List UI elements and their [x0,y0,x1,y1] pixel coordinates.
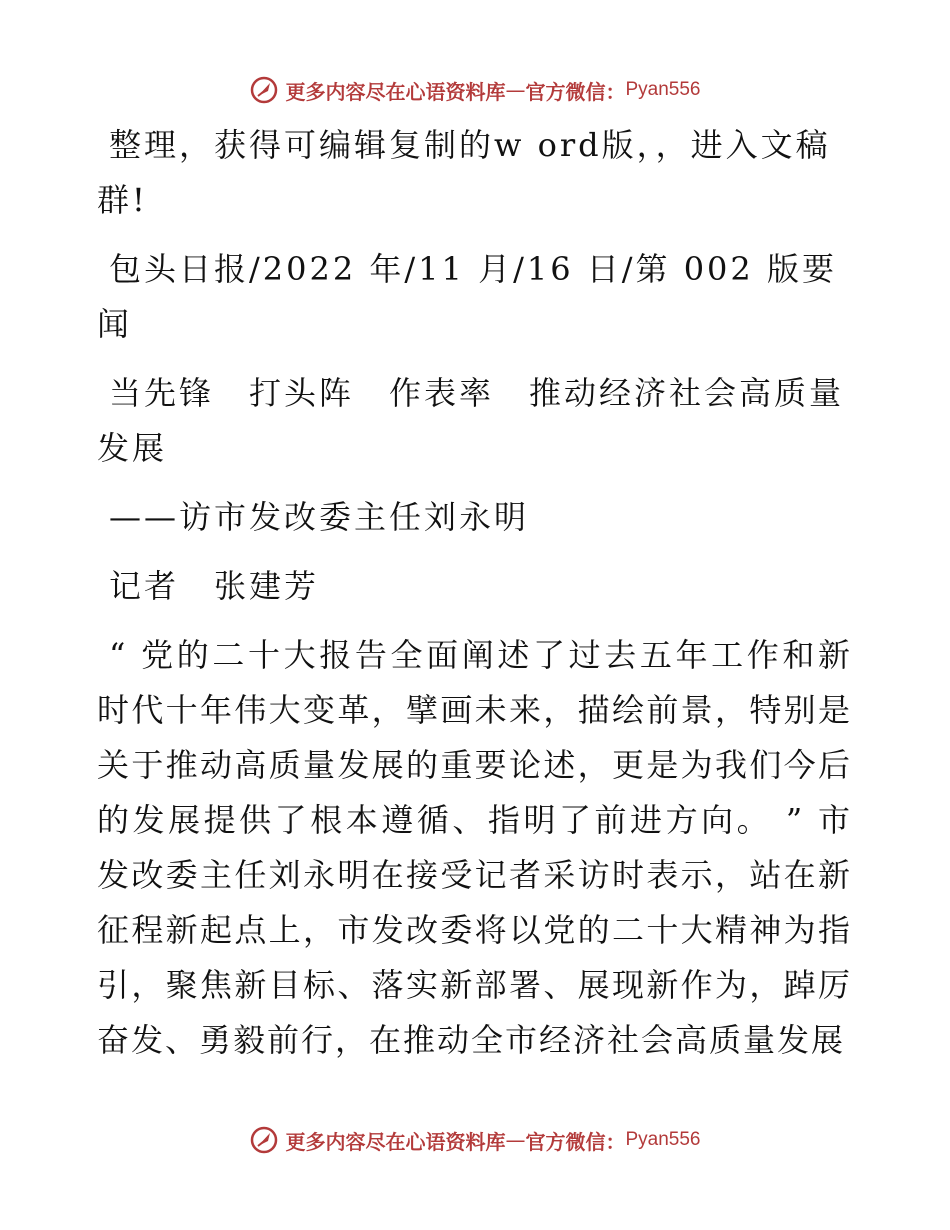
quill-logo-icon [249,75,279,105]
byline: 记者 张建芳 [109,567,320,605]
footer-watermark [0,1120,950,1160]
watermark-separator: — [505,78,526,102]
watermark-separator: — [505,1128,526,1152]
watermark-account: Pyan556 [625,1129,701,1150]
watermark-label: 官方微信： [525,1129,626,1154]
quill-logo-icon [249,1125,279,1155]
document-body [97,118,852,1082]
article-title: 当先锋 打头阵 作表率 推动经济社会高质量发展 [97,374,845,467]
watermark-label: 官方微信： [525,79,626,104]
watermark-text: 更多内容尽在心语资料库 [285,1129,506,1154]
watermark-account: Pyan556 [625,79,701,100]
header-watermark [0,70,950,110]
watermark-text: 更多内容尽在心语资料库 [285,79,506,104]
intro-line: 整理，获得可编辑复制的w ord版，，进入文稿群! [97,126,831,219]
body-paragraph: “ 党的二十大报告全面阐述了过去五年工作和新时代十年伟大变革，擘画未来，描绘前景，特别是关于推动高质量发展的重要论述，更是为我们今后的发展提供了根本遵循、指明了前进方向。 ” 市发改委主任刘永明在接受记者采访时表示，站在新征程新起点上，市发改委将以党的二十大精神为指引，聚焦新目标、落实新部署、展现新作为，踔厉奋发、勇毅前行，在推动全市经济社会高质量发展 [97,636,852,1059]
article-subtitle: ——访市发改委主任刘永明 [109,498,530,536]
source-line: 包头日报/2022 年/11 月/16 日/第 002 版要闻 [97,250,837,343]
